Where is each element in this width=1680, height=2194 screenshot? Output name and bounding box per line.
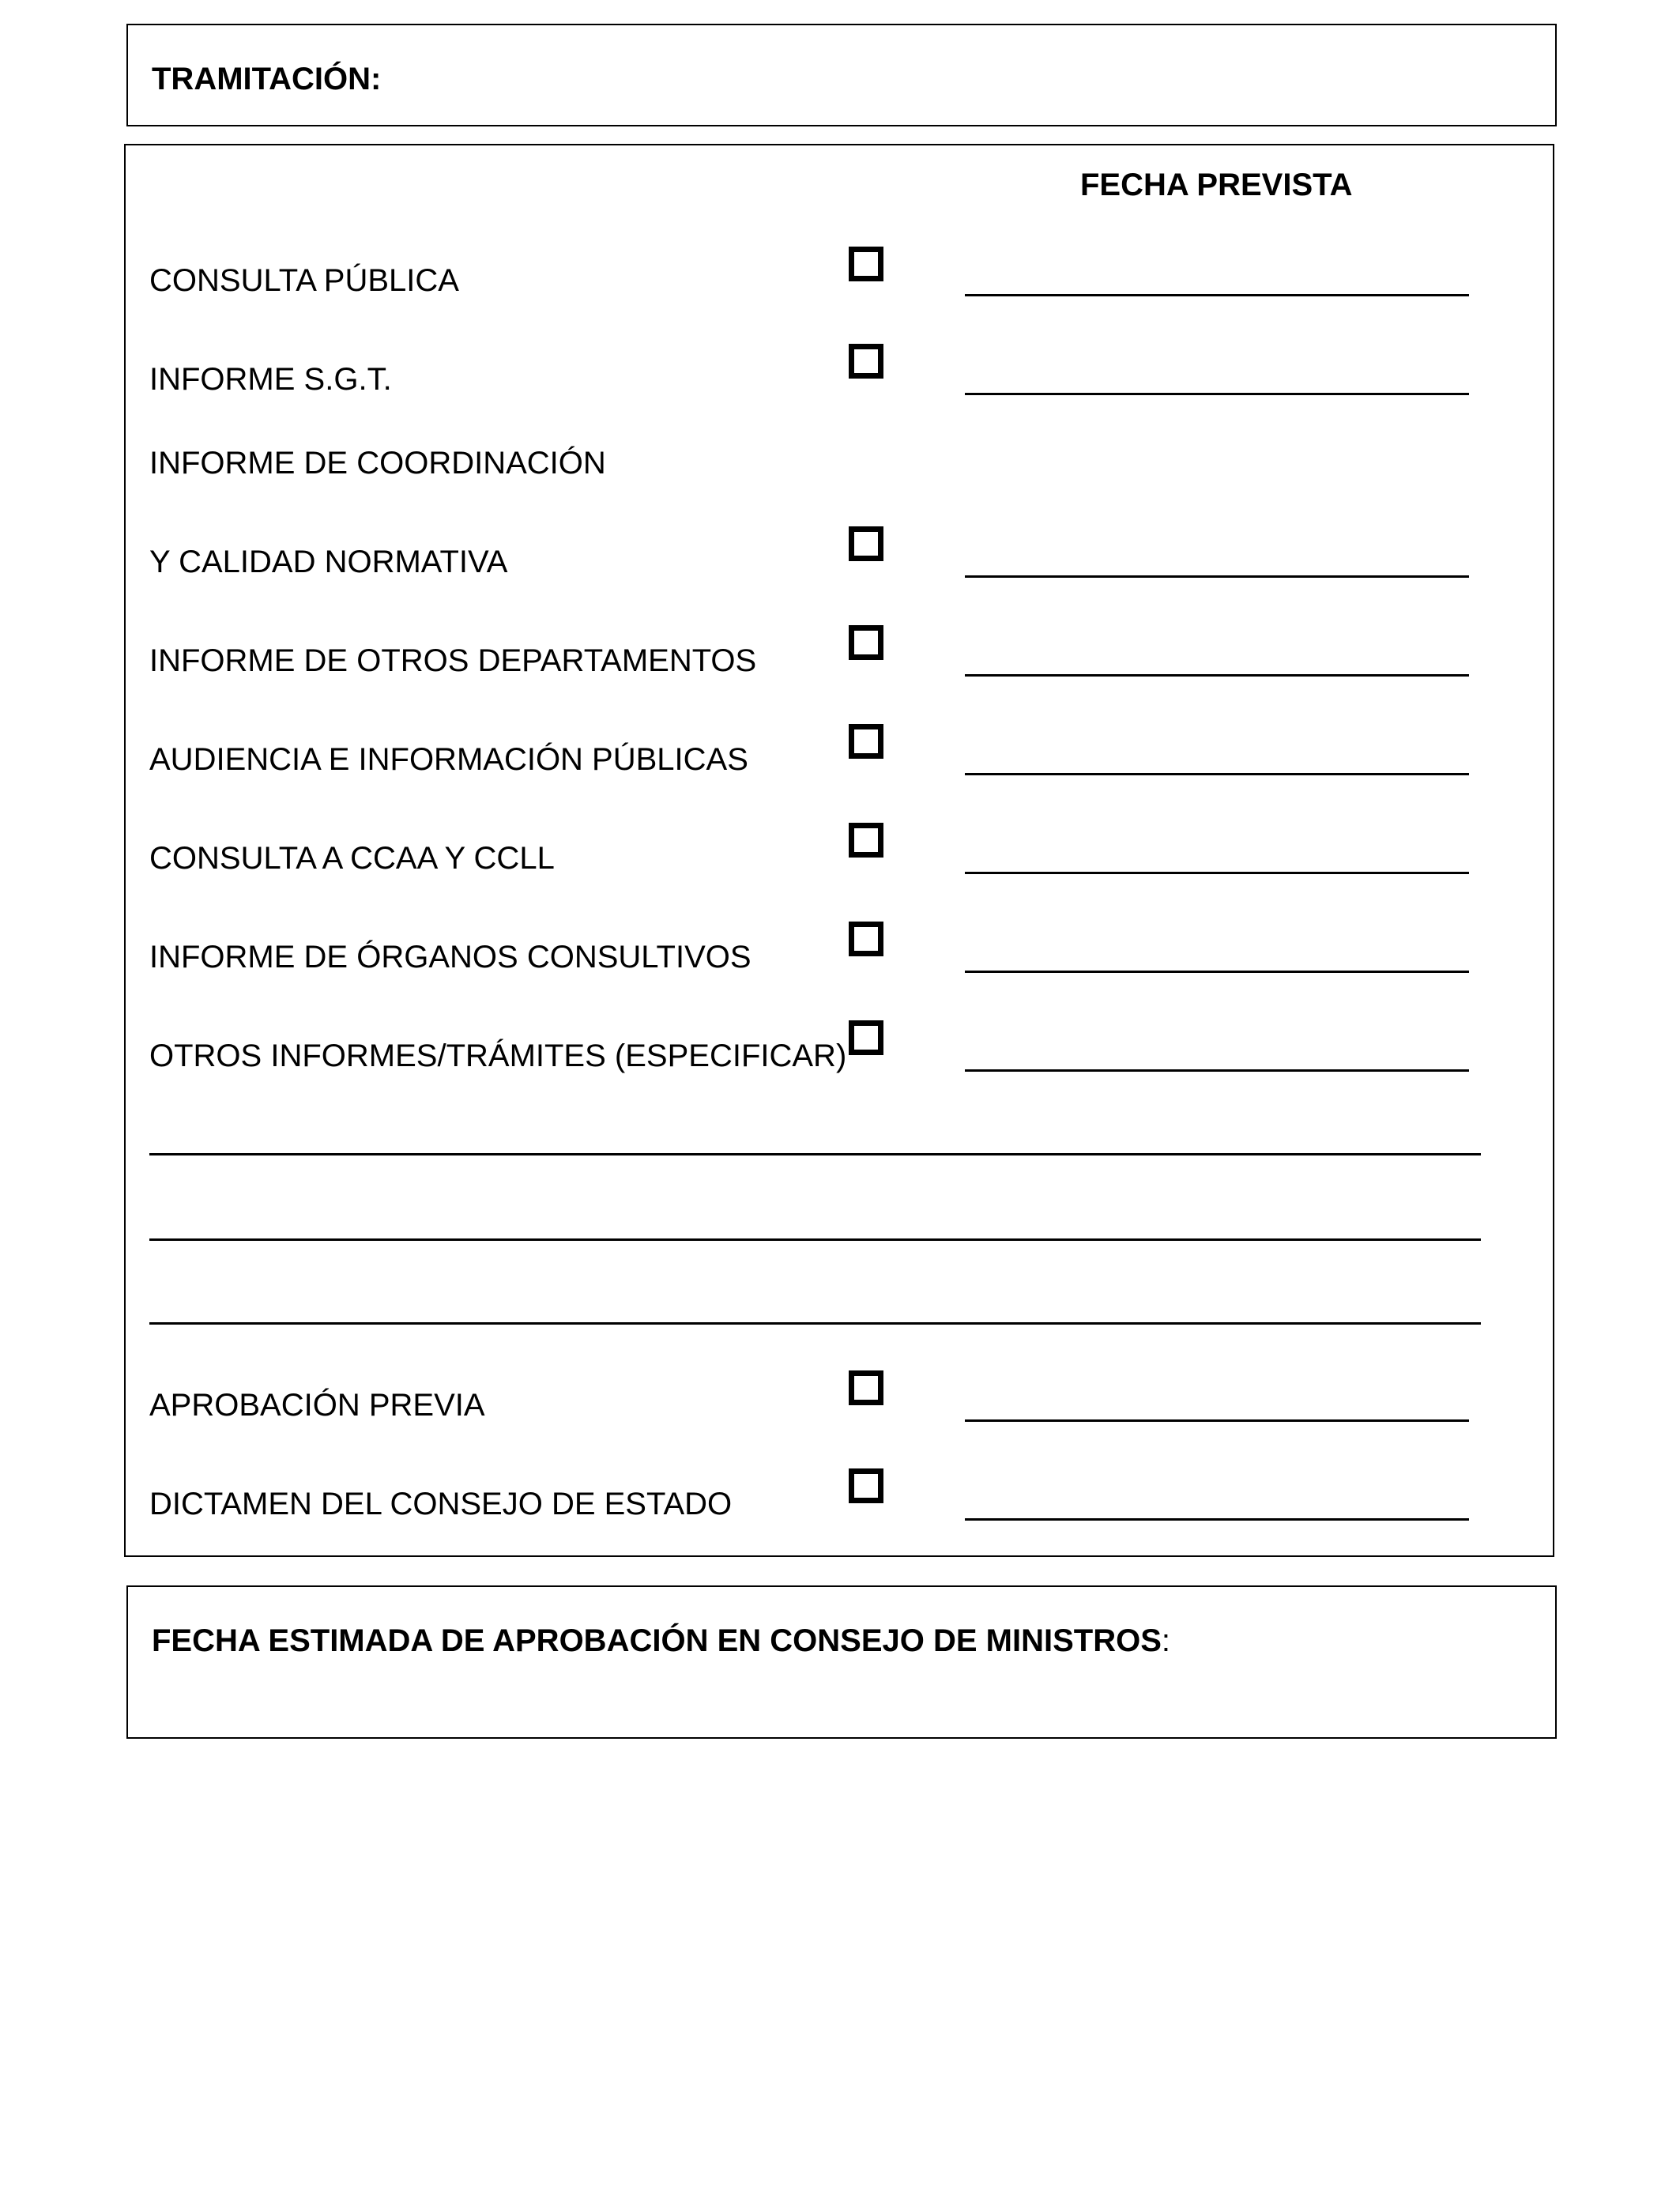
tramitacion-steps-box bbox=[124, 144, 1554, 1557]
item-label-otros-departamentos: INFORME DE OTROS DEPARTAMENTOS bbox=[149, 643, 757, 678]
date-field-organos-consultivos[interactable] bbox=[965, 971, 1469, 973]
tramitacion-title: TRAMITACIÓN: bbox=[152, 62, 382, 96]
specify-line[interactable] bbox=[149, 1153, 1481, 1155]
date-field-consulta-publica[interactable] bbox=[965, 294, 1469, 296]
item-label-informe-coordinacion: INFORME DE COORDINACIÓN bbox=[149, 446, 606, 481]
fecha-estimada-box bbox=[126, 1585, 1557, 1739]
date-field-consulta-ccaa-ccll[interactable] bbox=[965, 872, 1469, 874]
checkbox-audiencia-informacion[interactable] bbox=[849, 724, 883, 759]
item-label-informe-sgt: INFORME S.G.T. bbox=[149, 362, 392, 397]
fecha-estimada-text: FECHA ESTIMADA DE APROBACIÓN EN CONSEJO DE MINISTROS bbox=[152, 1623, 1162, 1658]
checkbox-consulta-publica[interactable] bbox=[849, 247, 883, 281]
item-label-consulta-publica: CONSULTA PÚBLICA bbox=[149, 263, 459, 298]
checkbox-informe-sgt[interactable] bbox=[849, 344, 883, 379]
item-label-consejo-estado: DICTAMEN DEL CONSEJO DE ESTADO bbox=[149, 1487, 733, 1521]
tramitacion-header-box bbox=[126, 24, 1557, 126]
checkbox-consulta-ccaa-ccll[interactable] bbox=[849, 823, 883, 858]
date-field-informe-sgt[interactable] bbox=[965, 393, 1469, 395]
item-label-otros-informes: OTROS INFORMES/TRÁMITES (ESPECIFICAR) bbox=[149, 1039, 847, 1073]
item-label-calidad-normativa: Y CALIDAD NORMATIVA bbox=[149, 545, 508, 579]
item-label-aprobacion-previa: APROBACIÓN PREVIA bbox=[149, 1388, 485, 1423]
item-label-audiencia-informacion: AUDIENCIA E INFORMACIÓN PÚBLICAS bbox=[149, 742, 748, 777]
checkbox-aprobacion-previa[interactable] bbox=[849, 1370, 883, 1405]
specify-line[interactable] bbox=[149, 1322, 1481, 1325]
fecha-estimada-title bbox=[152, 1622, 1170, 1660]
checkbox-otros-informes[interactable] bbox=[849, 1020, 883, 1055]
fecha-prevista-header: FECHA PREVISTA bbox=[1080, 168, 1353, 202]
fecha-estimada-colon: : bbox=[1161, 1623, 1170, 1658]
checkbox-consejo-estado[interactable] bbox=[849, 1468, 883, 1503]
item-label-organos-consultivos: INFORME DE ÓRGANOS CONSULTIVOS bbox=[149, 940, 751, 974]
item-label-consulta-ccaa-ccll: CONSULTA A CCAA Y CCLL bbox=[149, 841, 555, 876]
specify-line[interactable] bbox=[149, 1238, 1481, 1241]
date-field-consejo-estado[interactable] bbox=[965, 1518, 1469, 1521]
date-field-audiencia-informacion[interactable] bbox=[965, 773, 1469, 775]
date-field-calidad-normativa[interactable] bbox=[965, 575, 1469, 578]
date-field-otros-informes[interactable] bbox=[965, 1069, 1469, 1072]
checkbox-otros-departamentos[interactable] bbox=[849, 625, 883, 660]
date-field-otros-departamentos[interactable] bbox=[965, 674, 1469, 677]
checkbox-organos-consultivos[interactable] bbox=[849, 922, 883, 956]
checkbox-calidad-normativa[interactable] bbox=[849, 526, 883, 561]
date-field-aprobacion-previa[interactable] bbox=[965, 1419, 1469, 1422]
